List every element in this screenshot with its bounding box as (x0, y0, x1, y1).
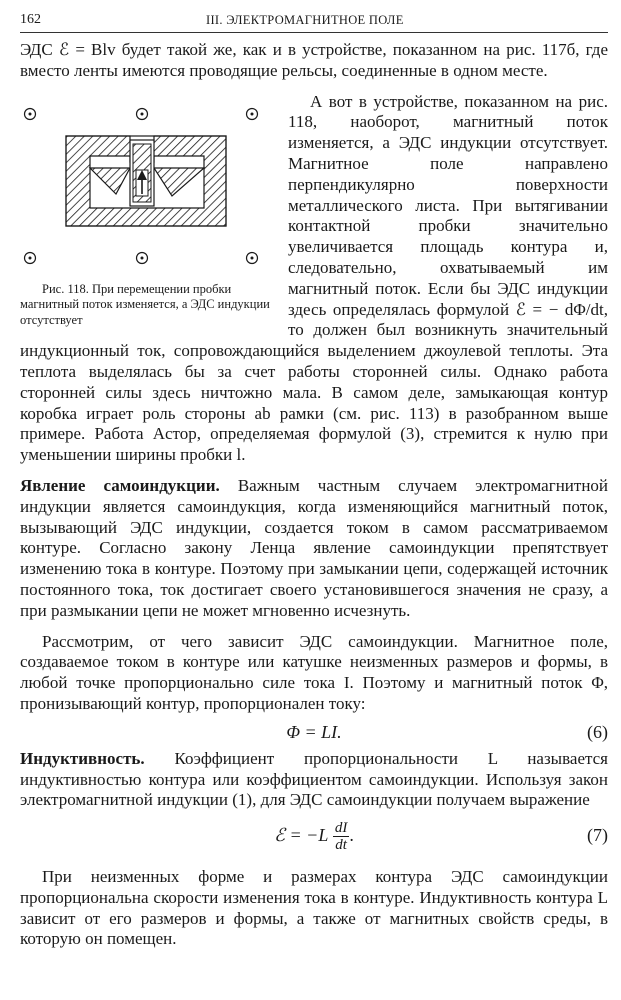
self-induction-text: Важным частным случаем электромагнитной индукции является самоиндукция, когда изменяющийся магнитный поток, вызывающий ЭДС индукции, создается током в самом рассматриваемом контуре. Согласно закону Ленца явление самоиндукции препятствует изменению тока в контуре. Поэтому при замыкании цепи, содержащей источник постоянного тока, ток достигает своего установившегося значения не сразу, а при размыкании цепи не может мгновенно исчезнуть. (20, 475, 609, 620)
page-header (20, 8, 608, 32)
paragraph-emf-rails: ЭДС ℰ = Blv будет такой же, как и в устройстве, показанном на рис. 117б, где вместо ленты имеются проводящие рельсы, соединенные в одном месте. (20, 40, 608, 80)
paragraph-fig118-intro (20, 92, 608, 466)
inductance-text: Коэффициент пропорциональности L называется индуктивностью контура или коэффициентом самоиндукции. Используя закон электромагнитной индукции (1), для ЭДС самоиндукции получаем выражение (20, 748, 608, 810)
formula-7-number: (7) (587, 825, 608, 846)
page-number: 162 (20, 12, 41, 27)
formula-6-expression: Φ = LI. (286, 721, 342, 742)
formula-7-left: ℰ = −L (274, 825, 329, 846)
paragraph-conclusion: При неизменных форме и размерах контура ЭДС самоиндукции пропорциональна скорости изменения тока в контуре. Индуктивность контура L зависит от его размеров и формы, а также от магнитных свойств среды, в которую он помещен. (20, 867, 608, 949)
formula-7-denominator: dt (335, 837, 347, 854)
figure-118 (20, 98, 276, 329)
paragraph-self-induction (20, 476, 608, 622)
formula-7-end: . (349, 825, 354, 846)
formula-6 (20, 717, 608, 747)
paragraph-inductance (20, 749, 608, 811)
formula-6-number: (6) (587, 721, 608, 742)
figure-caption: Рис. 118. При перемещении пробки магнитный поток изменяется, а ЭДС индукции отсутствует (20, 281, 270, 327)
book-page (20, 8, 608, 950)
formula-7 (20, 813, 608, 857)
formula-7-numerator: dI (334, 820, 348, 837)
paragraph-fig118-text: А вот в устройстве, показанном на рис. 118, наоборот, магнитный поток изменяется, а ЭДС индукции отсутствует. Магнитное поле направлено перпендикулярно поверхности металлического листа. При вытягивании контактной пробки значительно увеличивается площадь контура и, следовательно, охватываемый им магнитный поток. Если бы ЭДС индукции здесь определялась формулой ℰ = − dΦ/dt, то должен был возникнуть значительный индукционный ток, сопровождающийся выделением джоулевой теплоты. Эта теплота выделялась бы за счет работы сторонней силы. Однако работа сторонней силы здесь ничтожно мала. В самом деле, замыкающая контур коробка играет роль стороны ab рамки (см. рис. 113) в разобранном выше примере. Работа Aстор, определяемая формулой (3), стремится к нулю при уменьшении ширины пробки l. (20, 91, 608, 465)
heading-inductance: Индуктивность. (20, 748, 145, 768)
header-rule (20, 32, 608, 33)
running-title: III. ЭЛЕКТРОМАГНИТНОЕ ПОЛЕ (206, 13, 404, 27)
heading-self-induction: Явление самоиндукции. (20, 475, 220, 495)
paragraph-emf-dependence: Рассмотрим, от чего зависит ЭДС самоиндукции. Магнитное поле, создаваемое током в контуре или катушке неизменных размеров и формы, в любой точке пропорционально силе тока I. Поэтому и магнитный поток Φ, пронизывающий контур, пропорционален току: (20, 631, 608, 713)
formula-7-fraction (333, 820, 350, 853)
figure-118-diagram (20, 98, 276, 278)
